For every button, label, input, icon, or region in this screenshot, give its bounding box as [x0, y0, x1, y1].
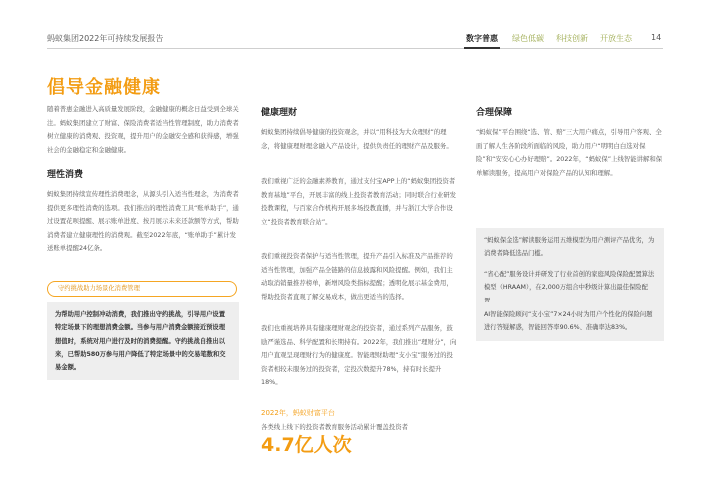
nav-tab-digital-inclusion[interactable]: 数字普惠 — [466, 34, 498, 43]
page-number: 14 — [651, 33, 662, 42]
insurance-body: “蚂蚁保”平台围绕“选、管、赔”三大用户痛点，引导用户客观、全面了解人生各阶段所面临的风险，助力用户“明明白白选对保险”和“安安心心办好理赔”。2022年，“蚂蚁保”上线智能讲解和保单解读服务，提高用户对保险产品的认知和理解。 — [476, 128, 663, 177]
insurance-heading: 合理保障 — [476, 108, 513, 118]
insurance-box-2: “省心配”服务设计并研发了行业首创的家庭风险保险配置算法模型（HRAAM），在2,000万组合中秒级计算出最佳保险配 — [476, 262, 664, 314]
rational-consumption-body: 蚂蚁集团持续宣传理性消费理念，从源头引入适当性理念，为消费者提供更多理性消费的选项。我们推出的理性消费工具“账单助手”，通过设置花呗提醒、展示账单进度、按月展示未来还款额等方式，帮助消费者建立健康理性的消费观。截至2022年底，“账单助手”累计发送账单提醒24亿条。 — [47, 190, 239, 253]
nav-tab-green[interactable]: 绿色低碳 — [512, 34, 544, 43]
insurance-box-1: “蚂蚁保金选”解读服务运用五维模型为用户测评产品优劣，为消费者降低选品门槛。 — [476, 228, 664, 267]
intro-paragraph: 随着普惠金融进入高质量发展阶段，金融健康的概念日益受到全球关注。蚂蚁集团建立了财富、保险消费者适当性管理制度，助力消费者树立健康的消费观、投资观，提升用户的金融安全感和获得感，增强社会的金融稳定和金融健康。 — [47, 105, 239, 154]
commitment-challenge-pill: 守约挑战助力场景化消费管理 — [47, 281, 237, 297]
healthy-finance-heading: 健康理财 — [261, 108, 298, 118]
healthy-finance-p3: 我们重视投资者保护与适当性管理，提升产品引入标准及产品推荐的适当性管理，加强产品全链路的信息披露和风险提醒。例如，我们主动取消销量推荐榜单，新增风险类指标提醒；透明化展示基金费用，帮助投资者直观了解交易成本，做出更适当的选择。 — [261, 252, 453, 301]
healthy-finance-p4: 我们也重视培养具有健康理财观念的投资者，通过系列产品服务，鼓励严谨选品、科学配置和长期持有。2022年，我们推出“理财分”，向用户直观呈现理财行为的健康度。智能理财助理“支小宝”服务过的投资者相较未服务过的投资者，定投次数提升78%，持有时长提升18%。 — [261, 324, 457, 387]
highlight-value: 4.7亿人次 — [261, 434, 352, 456]
header-divider — [47, 48, 663, 49]
nav-tab-tech[interactable]: 科技创新 — [556, 34, 588, 43]
report-title: 蚂蚁集团2022年可持续发展报告 — [47, 34, 164, 43]
section-title: 倡导金融健康 — [47, 77, 161, 98]
healthy-finance-p2: 我们重视广泛的金融素养教育，通过支付宝APP上的“蚂蚁集团投资者教育基地”平台，开展丰富的线上投资者教育活动；同时联合行业研发投教课程，与百家合作机构开展多场投教直播，并与浙江大学合作设立“投资者教育联合站”。 — [261, 177, 457, 226]
active-tab-indicator — [464, 47, 500, 49]
rational-consumption-heading: 理性消费 — [47, 170, 84, 180]
healthy-finance-p1: 蚂蚁集团持续倡导健康的投资观念，并以“用科技为大众理财”的理念，将健康理财理念融入产品设计，提供负责任的理财产品及服务。 — [261, 128, 453, 150]
insurance-box-3: AI智能保险顾问“支小宝”7×24小时为用户个性化的保险问题进行答疑解惑，智能回答率90.6%、准确率达83%。 — [476, 302, 664, 341]
highlight-label: 2022年，蚂蚁财富平台 — [261, 409, 335, 417]
highlight-description: 各类线上线下的投资者教育服务活动累计覆盖投资者 — [261, 423, 408, 431]
nav-tab-open[interactable]: 开放生态 — [600, 34, 632, 43]
commitment-challenge-box: 为帮助用户控制冲动消费，我们推出守约挑战，引导用户设置特定场景下的理想消费金额。当参与用户消费金额接近预设理想值时，系统对用户进行及时的消费提醒。守约挑战自推出以来，已帮助580万参与用户降低了特定场景中的交易笔数和交易金额。 — [47, 302, 239, 380]
